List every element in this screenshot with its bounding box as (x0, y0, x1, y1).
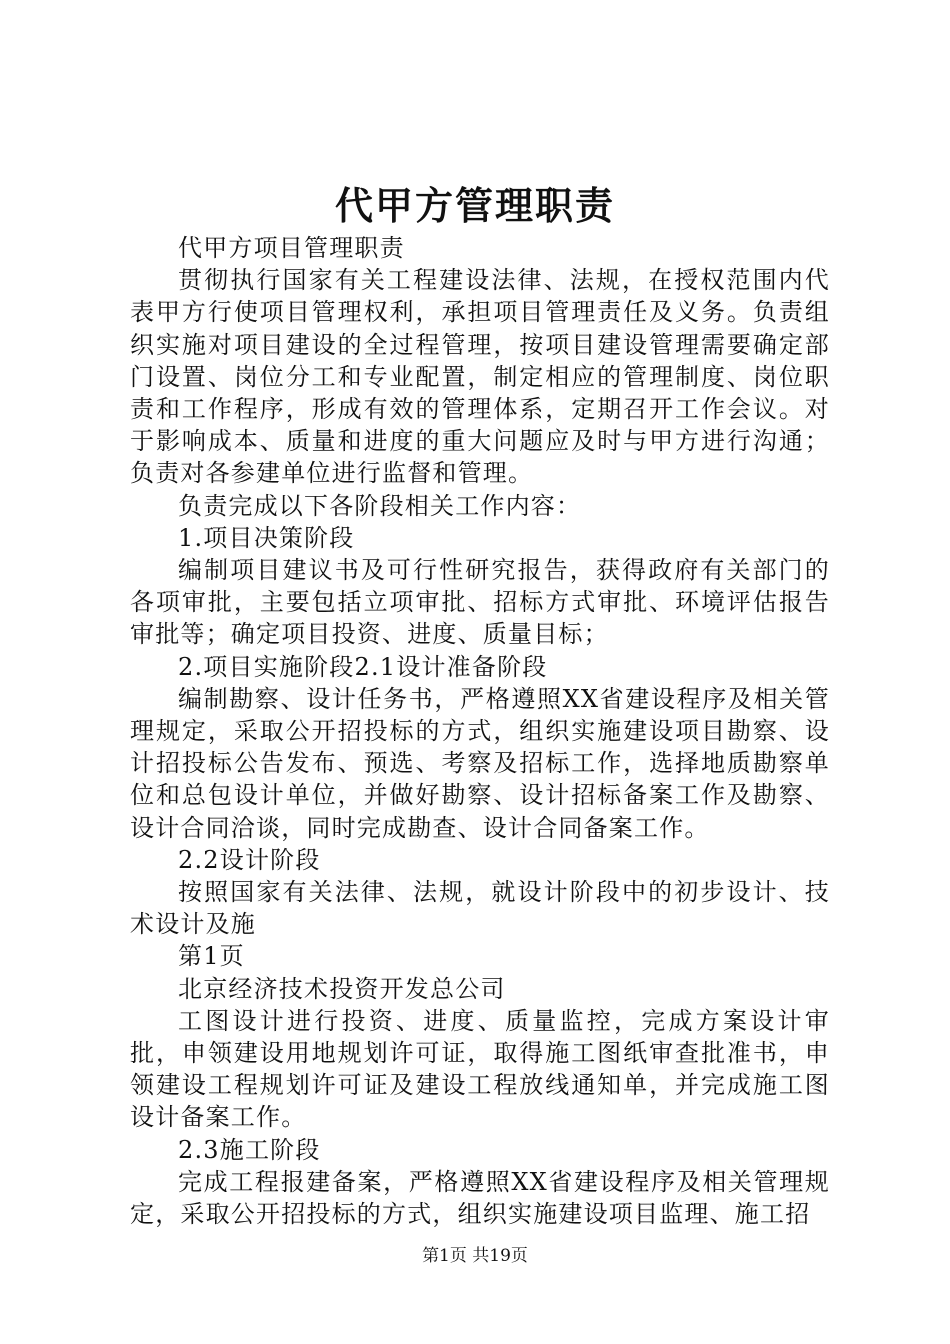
inline-company-name: 北京经济技术投资开发总公司 (178, 974, 506, 1003)
page-footer: 第1页 共19页 (422, 1246, 528, 1266)
paragraph-construction-drawing: 工图设计进行投资、进度、质量监控，完成方案设计审批，申领建设用地规划许可证，取得施工图纸审查批准书，申领建设工程规划许可证及建设工程放线通知单，并完成施工图设计备案工作。 (130, 1006, 830, 1132)
heading-construction-stage: 2.3施工阶段 (178, 1135, 321, 1164)
document-body (130, 232, 830, 1230)
heading-decision-stage: 1.项目决策阶段 (178, 523, 355, 552)
paragraph-stages-intro: 负责完成以下各阶段相关工作内容： (178, 491, 582, 520)
paragraph-responsibilities: 贯彻执行国家有关工程建设法律、法规，在授权范围内代表甲方行使项目管理权利，承担项目管理责任及义务。负责组织实施对项目建设的全过程管理，按项目建设管理需要确定部门设置、岗位分工和专业配置，制定相应的管理制度、岗位职责和工作程序，形成有效的管理体系，定期召开工作会议。对于影响成本、质量和进度的重大问题应及时与甲方进行沟通；负责对各参建单位进行监督和管理。 (130, 266, 830, 488)
paragraph-design-stage: 按照国家有关法律、法规，就设计阶段中的初步设计、技术设计及施 (130, 878, 830, 939)
paragraph-subtitle: 代甲方项目管理职责 (178, 234, 405, 262)
inline-page-marker: 第1页 (178, 942, 245, 971)
paragraph-decision-stage: 编制项目建议书及可行性研究报告，获得政府有关部门的各项审批，主要包括立项审批、招标方式审批、环境评估报告审批等；确定项目投资、进度、质量目标； (130, 556, 830, 649)
paragraph-construction-stage: 完成工程报建备案，严格遵照XX省建设程序及相关管理规定，采取公开招投标的方式，组织实施建设项目监理、施工招 (130, 1167, 830, 1229)
heading-design-stage: 2.2设计阶段 (178, 845, 321, 874)
document-title: 代甲方管理职责 (334, 183, 615, 228)
paragraph-design-preparation: 编制勘察、设计任务书，严格遵照XX省建设程序及相关管理规定，采取公开招投标的方式，组织实施建设项目勘察、设计招投标公告发布、预选、考察及招标工作，选择地质勘察单位和总包设计单位，并做好勘察、设计招标备案工作及勘察、设计合同洽谈，同时完成勘查、设计合同备案工作。 (130, 684, 830, 842)
heading-implementation-stage: 2.项目实施阶段2.1设计准备阶段 (178, 652, 548, 681)
